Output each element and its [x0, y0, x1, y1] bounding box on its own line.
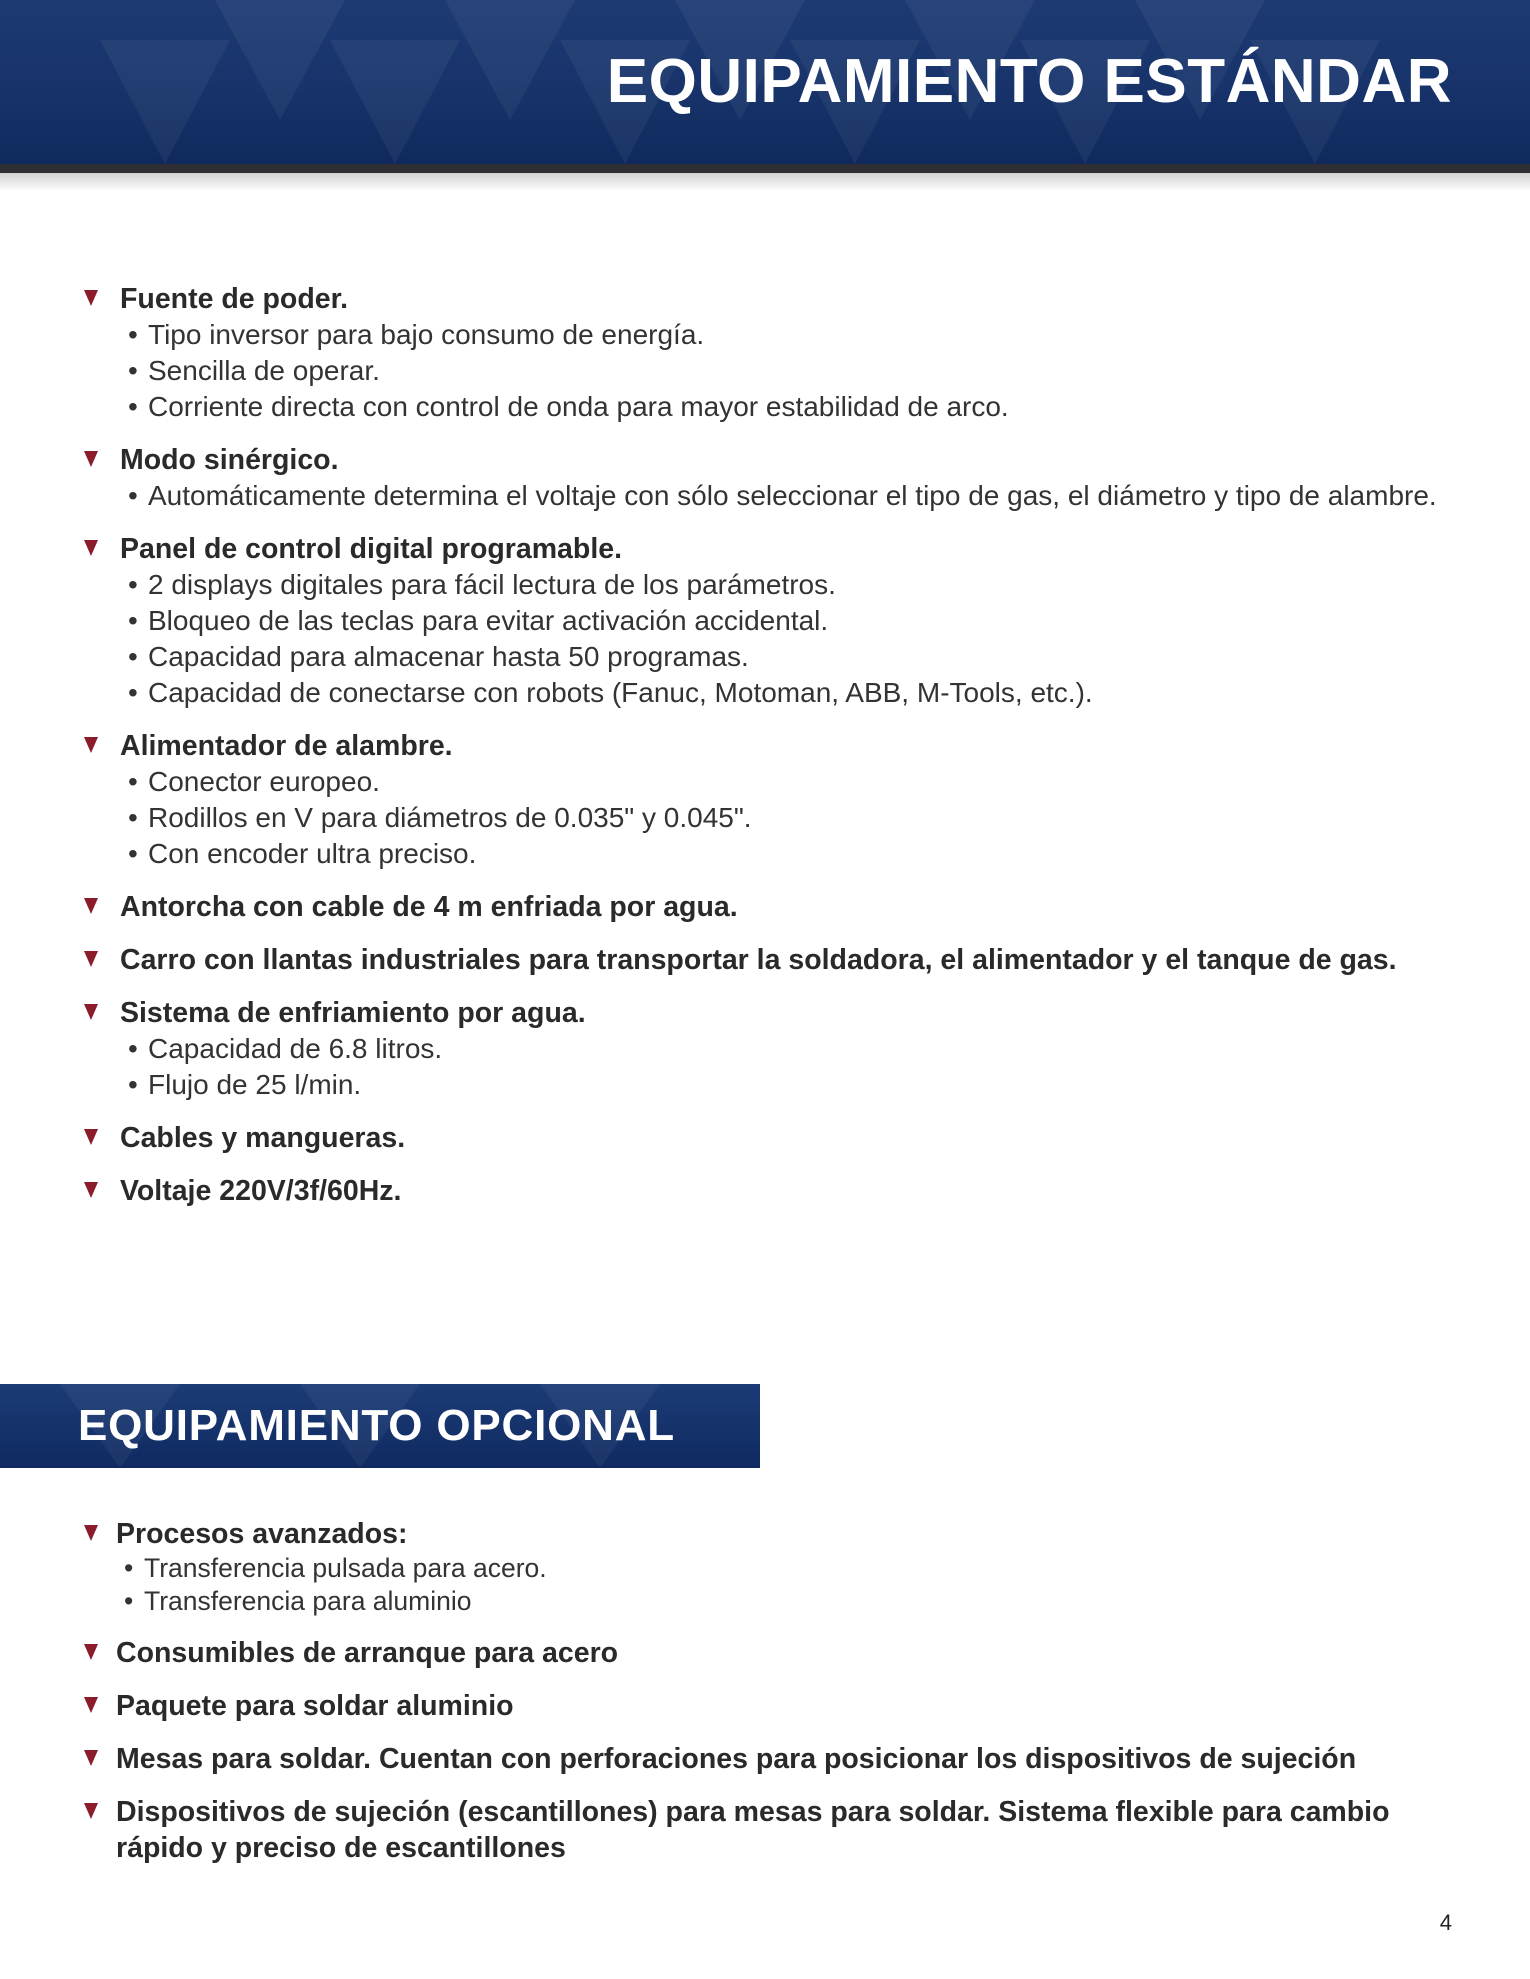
bullet-dot-icon: •: [128, 319, 138, 350]
detail-item: [120, 675, 1462, 711]
list-item: [82, 1794, 1462, 1866]
item-title: Dispositivos de sujeción (escantillones) para mesas para soldar. Sistema flexible para cambio rápido y preciso de escantillones: [116, 1796, 1390, 1864]
triangle-down-icon: [83, 1003, 99, 1021]
list-item: [82, 531, 1462, 711]
triangle-down-icon: [83, 736, 99, 754]
bullet-dot-icon: •: [128, 641, 138, 672]
item-title: Mesas para soldar. Cuentan con perforaciones para posicionar los dispositivos de sujeción: [116, 1743, 1357, 1775]
triangle-down-icon: [83, 1802, 99, 1820]
detail-list: [120, 567, 1462, 711]
detail-text: Corriente directa con control de onda para mayor estabilidad de arco.: [148, 391, 1009, 422]
detail-list: [116, 1552, 1462, 1618]
detail-item: [120, 1067, 1462, 1103]
detail-item: [120, 478, 1462, 514]
item-title: Consumibles de arranque para acero: [116, 1637, 619, 1669]
triangle-down-icon: [83, 450, 99, 468]
list-item: [82, 1173, 1462, 1209]
standard-equipment-list: [82, 281, 1462, 1226]
triangle-down-icon: [83, 1643, 99, 1661]
bullet-dot-icon: •: [128, 802, 138, 833]
list-item: [82, 995, 1462, 1103]
list-item: [82, 281, 1462, 425]
detail-item: [120, 800, 1462, 836]
detail-text: Con encoder ultra preciso.: [148, 838, 477, 869]
list-item: [82, 728, 1462, 872]
detail-list: [120, 317, 1462, 425]
bullet-dot-icon: •: [128, 677, 138, 708]
detail-text: Transferencia para aluminio: [144, 1586, 472, 1616]
detail-item: [120, 764, 1462, 800]
bullet-dot-icon: •: [128, 766, 138, 797]
detail-list: [120, 478, 1462, 514]
bullet-dot-icon: •: [124, 1553, 134, 1583]
bullet-dot-icon: •: [128, 1033, 138, 1064]
detail-text: Sencilla de operar.: [148, 355, 380, 386]
item-title: Panel de control digital programable.: [120, 533, 623, 565]
detail-list: [120, 764, 1462, 872]
item-title: Fuente de poder.: [120, 283, 349, 315]
detail-item: [120, 567, 1462, 603]
item-title: Carro con llantas industriales para transportar la soldadora, el alimentador y el tanque de gas.: [120, 944, 1397, 976]
list-item: [82, 942, 1462, 978]
detail-text: Capacidad de 6.8 litros.: [148, 1033, 443, 1064]
page-title: EQUIPAMIENTO ESTÁNDAR: [606, 47, 1452, 116]
item-title: Paquete para soldar aluminio: [116, 1690, 514, 1722]
triangle-down-icon: [83, 1128, 99, 1146]
item-title: Antorcha con cable de 4 m enfriada por agua.: [120, 891, 738, 923]
detail-text: Bloqueo de las teclas para evitar activación accidental.: [148, 605, 829, 636]
detail-text: Capacidad para almacenar hasta 50 programas.: [148, 641, 749, 672]
header-shadow: [0, 173, 1530, 191]
detail-item: [120, 389, 1462, 425]
triangle-down-icon: [83, 1524, 99, 1542]
bullet-dot-icon: •: [124, 1586, 134, 1616]
detail-item: [120, 836, 1462, 872]
triangle-down-icon: [83, 289, 99, 307]
item-title: Modo sinérgico.: [120, 444, 339, 476]
detail-item: [120, 1031, 1462, 1067]
header-divider: [0, 164, 1530, 173]
bullet-dot-icon: •: [128, 838, 138, 869]
item-title: Alimentador de alambre.: [120, 730, 453, 762]
detail-text: Transferencia pulsada para acero.: [144, 1553, 547, 1583]
triangle-down-icon: [83, 1749, 99, 1767]
triangle-down-icon: [83, 1696, 99, 1714]
list-item: [82, 1741, 1462, 1777]
item-title: Procesos avanzados:: [116, 1518, 408, 1550]
list-item: [82, 1635, 1462, 1671]
optional-section-banner: [0, 1384, 760, 1468]
list-item: [82, 442, 1462, 514]
bullet-dot-icon: •: [128, 605, 138, 636]
header-banner: [0, 0, 1530, 164]
optional-equipment-list: [82, 1516, 1462, 1883]
detail-text: Capacidad de conectarse con robots (Fanuc, Motoman, ABB, M-Tools, etc.).: [148, 677, 1093, 708]
detail-item: [120, 317, 1462, 353]
detail-text: Tipo inversor para bajo consumo de energía.: [148, 319, 705, 350]
detail-text: 2 displays digitales para fácil lectura de los parámetros.: [148, 569, 836, 600]
bullet-dot-icon: •: [128, 355, 138, 386]
page-number: 4: [1439, 1910, 1452, 1935]
detail-text: Automáticamente determina el voltaje con sólo seleccionar el tipo de gas, el diámetro y tipo de alambre.: [148, 480, 1437, 511]
bullet-dot-icon: •: [128, 391, 138, 422]
detail-list: [120, 1031, 1462, 1103]
bullet-dot-icon: •: [128, 1069, 138, 1100]
bullet-dot-icon: •: [128, 480, 138, 511]
list-item: [82, 1120, 1462, 1156]
item-title: Sistema de enfriamiento por agua.: [120, 997, 586, 1029]
detail-text: Conector europeo.: [148, 766, 380, 797]
triangle-down-icon: [83, 950, 99, 968]
detail-text: Flujo de 25 l/min.: [148, 1069, 362, 1100]
item-title: Voltaje 220V/3f/60Hz.: [120, 1175, 402, 1207]
triangle-down-icon: [83, 539, 99, 557]
item-title: Cables y mangueras.: [120, 1122, 406, 1154]
detail-item: [120, 603, 1462, 639]
bullet-dot-icon: •: [128, 569, 138, 600]
list-item: [82, 1688, 1462, 1724]
triangle-down-icon: [83, 1181, 99, 1199]
optional-section-title: EQUIPAMIENTO OPCIONAL: [78, 1401, 675, 1450]
detail-item: [120, 353, 1462, 389]
detail-item: [120, 639, 1462, 675]
detail-item: [116, 1585, 1462, 1618]
list-item: [82, 1516, 1462, 1618]
detail-text: Rodillos en V para diámetros de 0.035" y 0.045".: [148, 802, 752, 833]
detail-item: [116, 1552, 1462, 1585]
triangle-down-icon: [83, 897, 99, 915]
list-item: [82, 889, 1462, 925]
